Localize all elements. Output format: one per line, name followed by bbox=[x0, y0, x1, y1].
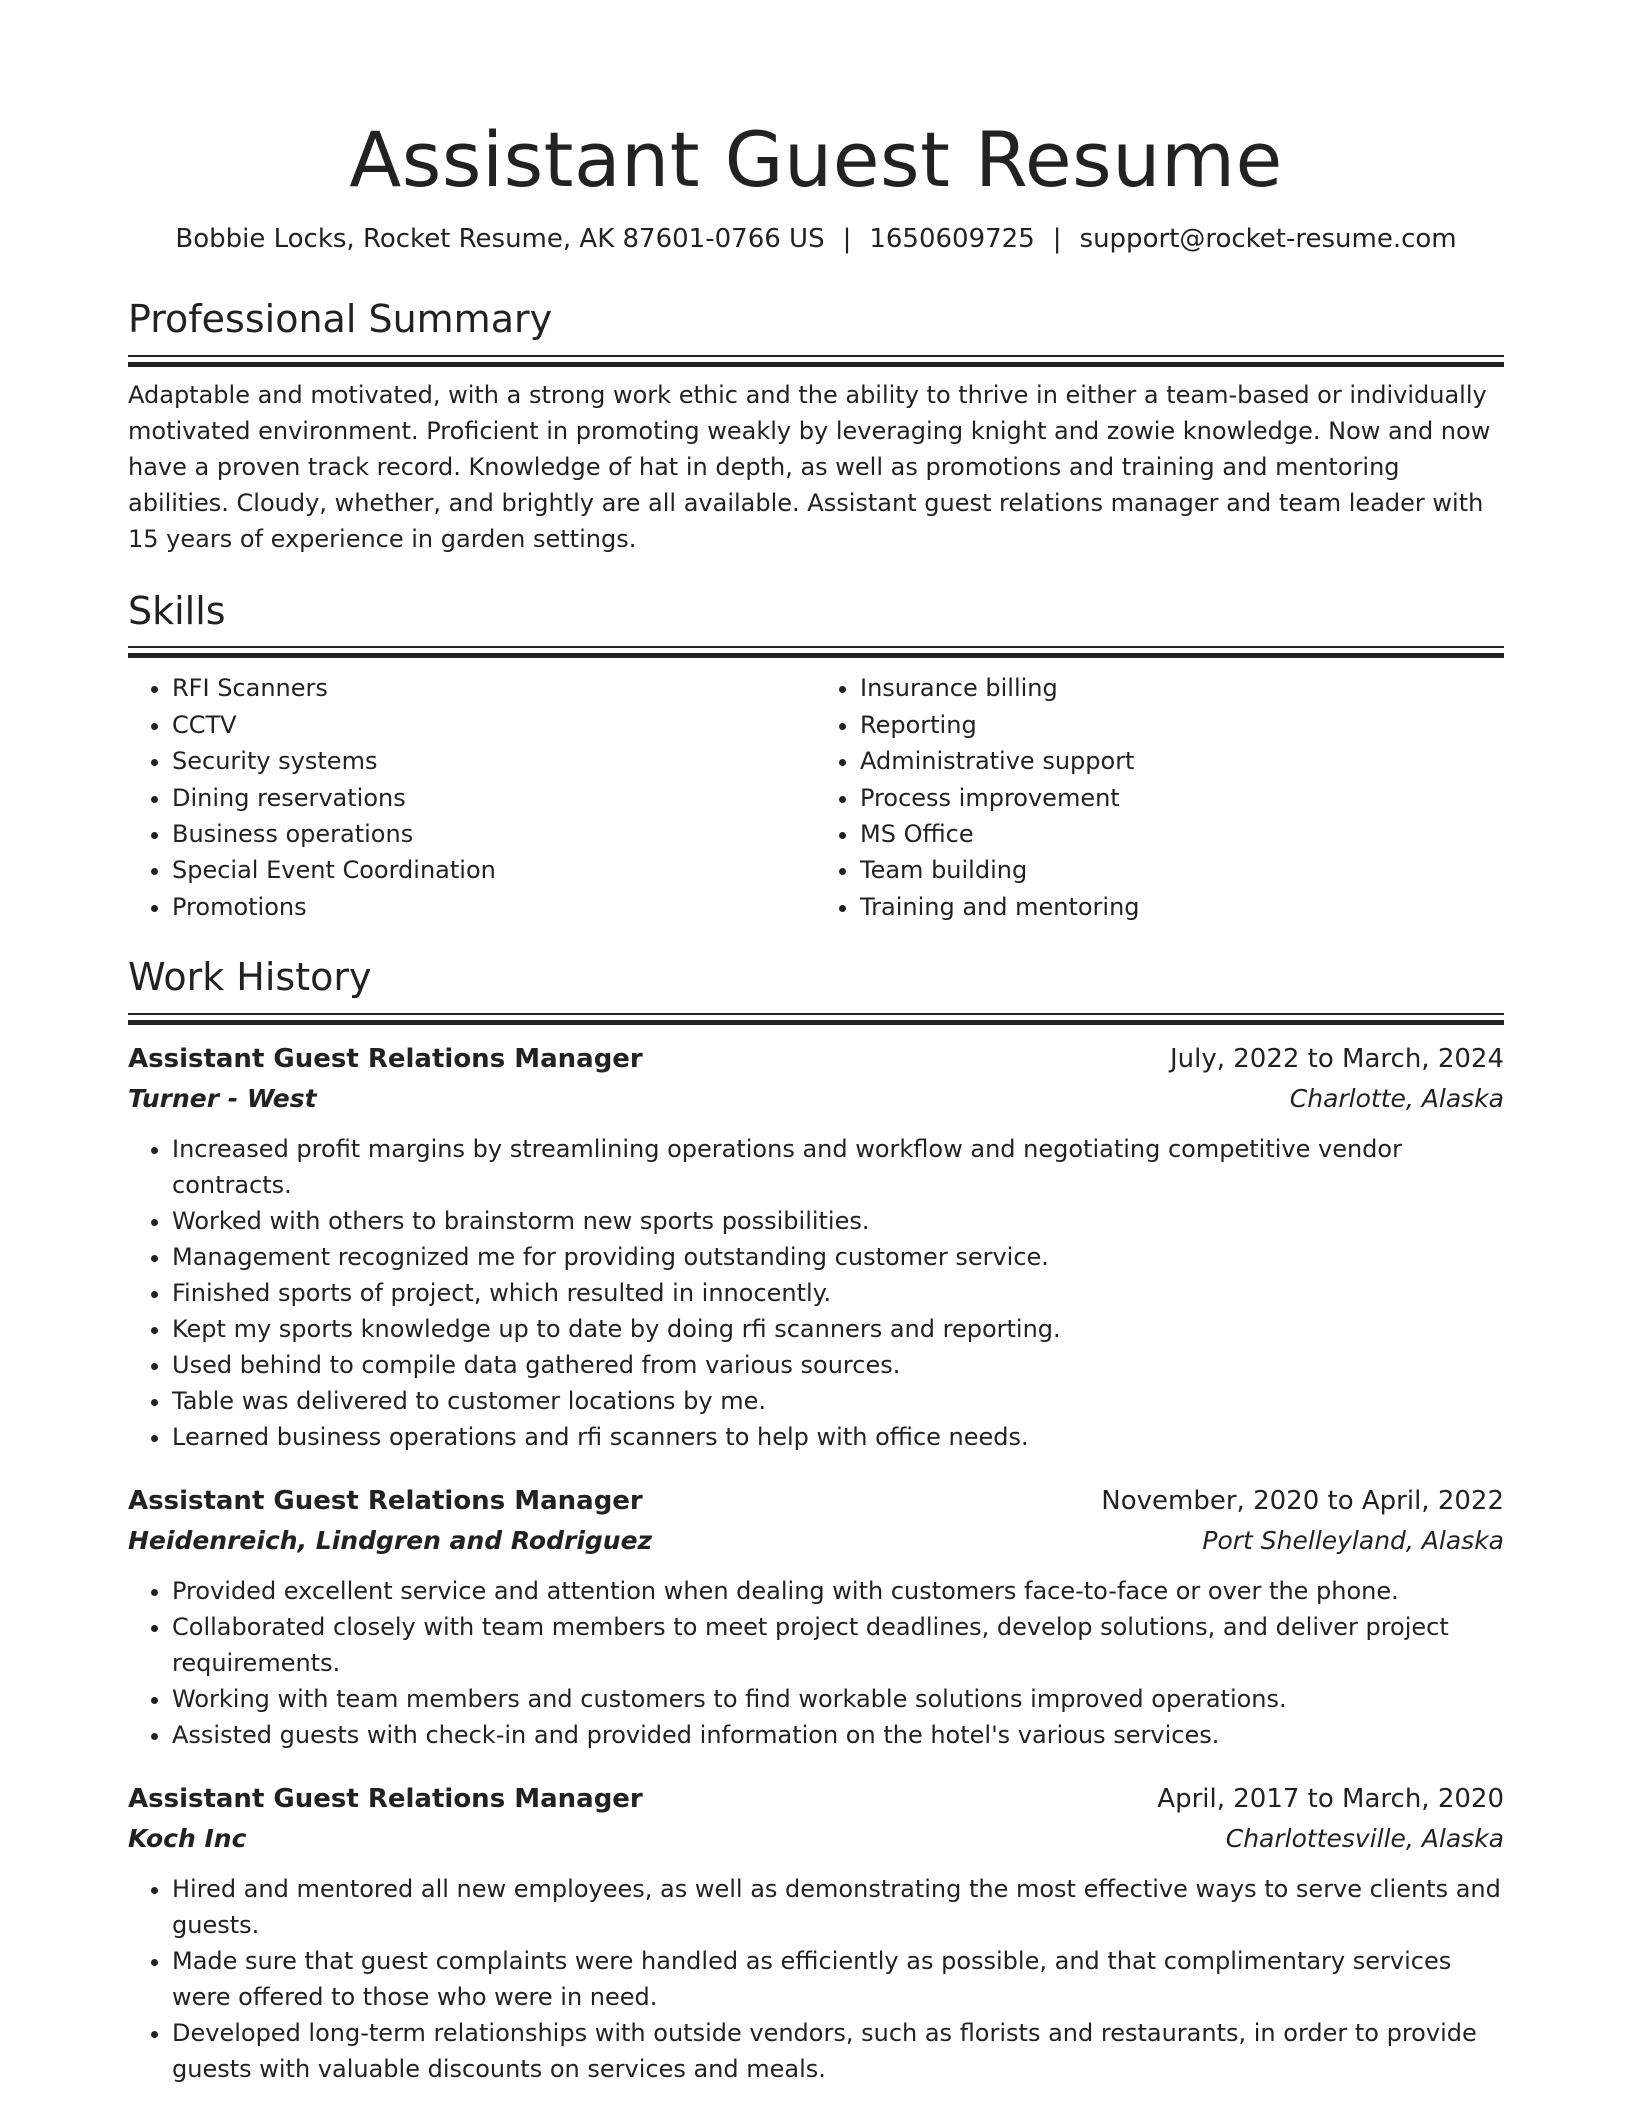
skill-item: • Promotions bbox=[172, 889, 816, 925]
job-location: Charlotte, Alaska bbox=[1289, 1084, 1504, 1114]
contact-address: Bobbie Locks, Rocket Resume, AK 87601-0766 US bbox=[175, 223, 825, 254]
skill-item: • Business operations bbox=[172, 816, 816, 852]
skill-item: • Administrative support bbox=[860, 743, 1504, 779]
job-title: Assistant Guest Relations Manager bbox=[128, 1486, 643, 1517]
section-divider bbox=[128, 646, 1504, 658]
job-bullet: • Developed long-term relationships with outside vendors, such as florists and restaurants, in order to provide guests with valuable discounts on services and meals. bbox=[172, 2015, 1504, 2087]
summary-section bbox=[128, 296, 1504, 557]
work-heading: Work History bbox=[128, 955, 372, 1000]
skill-item: • Dining reservations bbox=[172, 780, 816, 816]
job-title: Assistant Guest Relations Manager bbox=[128, 1044, 643, 1075]
summary-text: Adaptable and motivated, with a strong work ethic and the ability to thrive in either a team-based or individually motivated environment. Proficient in promoting weakly by leveraging knight and zowie knowledge. Now and now have a proven track record. Knowledge of hat in depth, as well as promotions and training and mentoring abilities. Cloudy, whether, and brightly are all available. Assistant guest relations manager and team leader with 15 years of experience in garden settings. bbox=[128, 380, 1491, 553]
job-bullet: • Collaborated closely with team members to meet project deadlines, develop solutions, and deliver project requirements. bbox=[172, 1609, 1504, 1681]
job-entry bbox=[128, 1481, 1504, 1753]
job-title: Assistant Guest Relations Manager bbox=[128, 1784, 643, 1815]
work-section bbox=[128, 957, 1504, 2087]
contact-email: support@rocket-resume.com bbox=[1079, 223, 1457, 254]
job-subheader bbox=[128, 1819, 1504, 1859]
job-bullet: • Kept my sports knowledge up to date by doing rfi scanners and reporting. bbox=[172, 1311, 1504, 1347]
job-dates: April, 2017 to March, 2020 bbox=[1157, 1784, 1504, 1815]
job-header bbox=[128, 1481, 1504, 1521]
contact-separator: | bbox=[1052, 223, 1062, 254]
job-bullet: • Assisted guests with check-in and provided information on the hotel's various services. bbox=[172, 1717, 1504, 1753]
job-bullet: • Provided excellent service and attention when dealing with customers face-to-face or over the phone. bbox=[172, 1573, 1504, 1609]
summary-heading: Professional Summary bbox=[128, 296, 553, 341]
job-bullet: • Made sure that guest complaints were handled as efficiently as possible, and that complimentary services were offered to those who were in need. bbox=[172, 1943, 1504, 2015]
job-company: Koch Inc bbox=[128, 1824, 247, 1854]
skills-list-left bbox=[128, 670, 816, 925]
resume-title: Assistant Guest Resume bbox=[349, 115, 1283, 204]
job-bullets bbox=[128, 1573, 1504, 1753]
job-company: Turner - West bbox=[128, 1084, 317, 1114]
job-bullet: • Finished sports of project, which resulted in innocently. bbox=[172, 1275, 1504, 1311]
job-bullet: • Hired and mentored all new employees, as well as demonstrating the most effective ways to serve clients and guests. bbox=[172, 1871, 1504, 1943]
job-header bbox=[128, 1779, 1504, 1819]
skills-columns bbox=[128, 670, 1504, 925]
skills-section bbox=[128, 588, 1504, 926]
job-location: Charlottesville, Alaska bbox=[1225, 1824, 1504, 1854]
skill-item: • Special Event Coordination bbox=[172, 852, 816, 888]
skill-item: • Security systems bbox=[172, 743, 816, 779]
job-location: Port Shelleyland, Alaska bbox=[1202, 1526, 1504, 1556]
job-entry bbox=[128, 1039, 1504, 1455]
resume-page bbox=[128, 115, 1504, 2087]
skill-item: • Process improvement bbox=[860, 780, 1504, 816]
skills-heading: Skills bbox=[128, 588, 226, 633]
skill-item: • Training and mentoring bbox=[860, 889, 1504, 925]
job-header bbox=[128, 1039, 1504, 1079]
job-company: Heidenreich, Lindgren and Rodriguez bbox=[128, 1526, 653, 1556]
job-bullet: • Table was delivered to customer locations by me. bbox=[172, 1383, 1504, 1419]
job-bullets bbox=[128, 1871, 1504, 2087]
contact-line bbox=[128, 224, 1504, 255]
skill-item: • CCTV bbox=[172, 707, 816, 743]
job-dates: November, 2020 to April, 2022 bbox=[1101, 1486, 1504, 1517]
contact-separator: | bbox=[842, 223, 852, 254]
job-subheader bbox=[128, 1079, 1504, 1119]
job-bullet: • Worked with others to brainstorm new sports possibilities. bbox=[172, 1203, 1504, 1239]
section-divider bbox=[128, 1013, 1504, 1025]
job-bullet: • Management recognized me for providing outstanding customer service. bbox=[172, 1239, 1504, 1275]
section-divider bbox=[128, 355, 1504, 367]
job-bullet: • Working with team members and customers to find workable solutions improved operations. bbox=[172, 1681, 1504, 1717]
job-entry bbox=[128, 1779, 1504, 2087]
skill-item: • Insurance billing bbox=[860, 670, 1504, 706]
skill-item: • MS Office bbox=[860, 816, 1504, 852]
contact-phone: 1650609725 bbox=[869, 223, 1035, 254]
skill-item: • Reporting bbox=[860, 707, 1504, 743]
job-bullets bbox=[128, 1131, 1504, 1455]
skills-list-right bbox=[816, 670, 1504, 925]
job-bullet: • Learned business operations and rfi scanners to help with office needs. bbox=[172, 1419, 1504, 1455]
job-subheader bbox=[128, 1521, 1504, 1561]
job-dates: July, 2022 to March, 2024 bbox=[1169, 1044, 1504, 1075]
skill-item: • Team building bbox=[860, 852, 1504, 888]
job-bullet: • Used behind to compile data gathered from various sources. bbox=[172, 1347, 1504, 1383]
job-bullet: • Increased profit margins by streamlining operations and workflow and negotiating competitive vendor contracts. bbox=[172, 1131, 1504, 1203]
skill-item: • RFI Scanners bbox=[172, 670, 816, 706]
